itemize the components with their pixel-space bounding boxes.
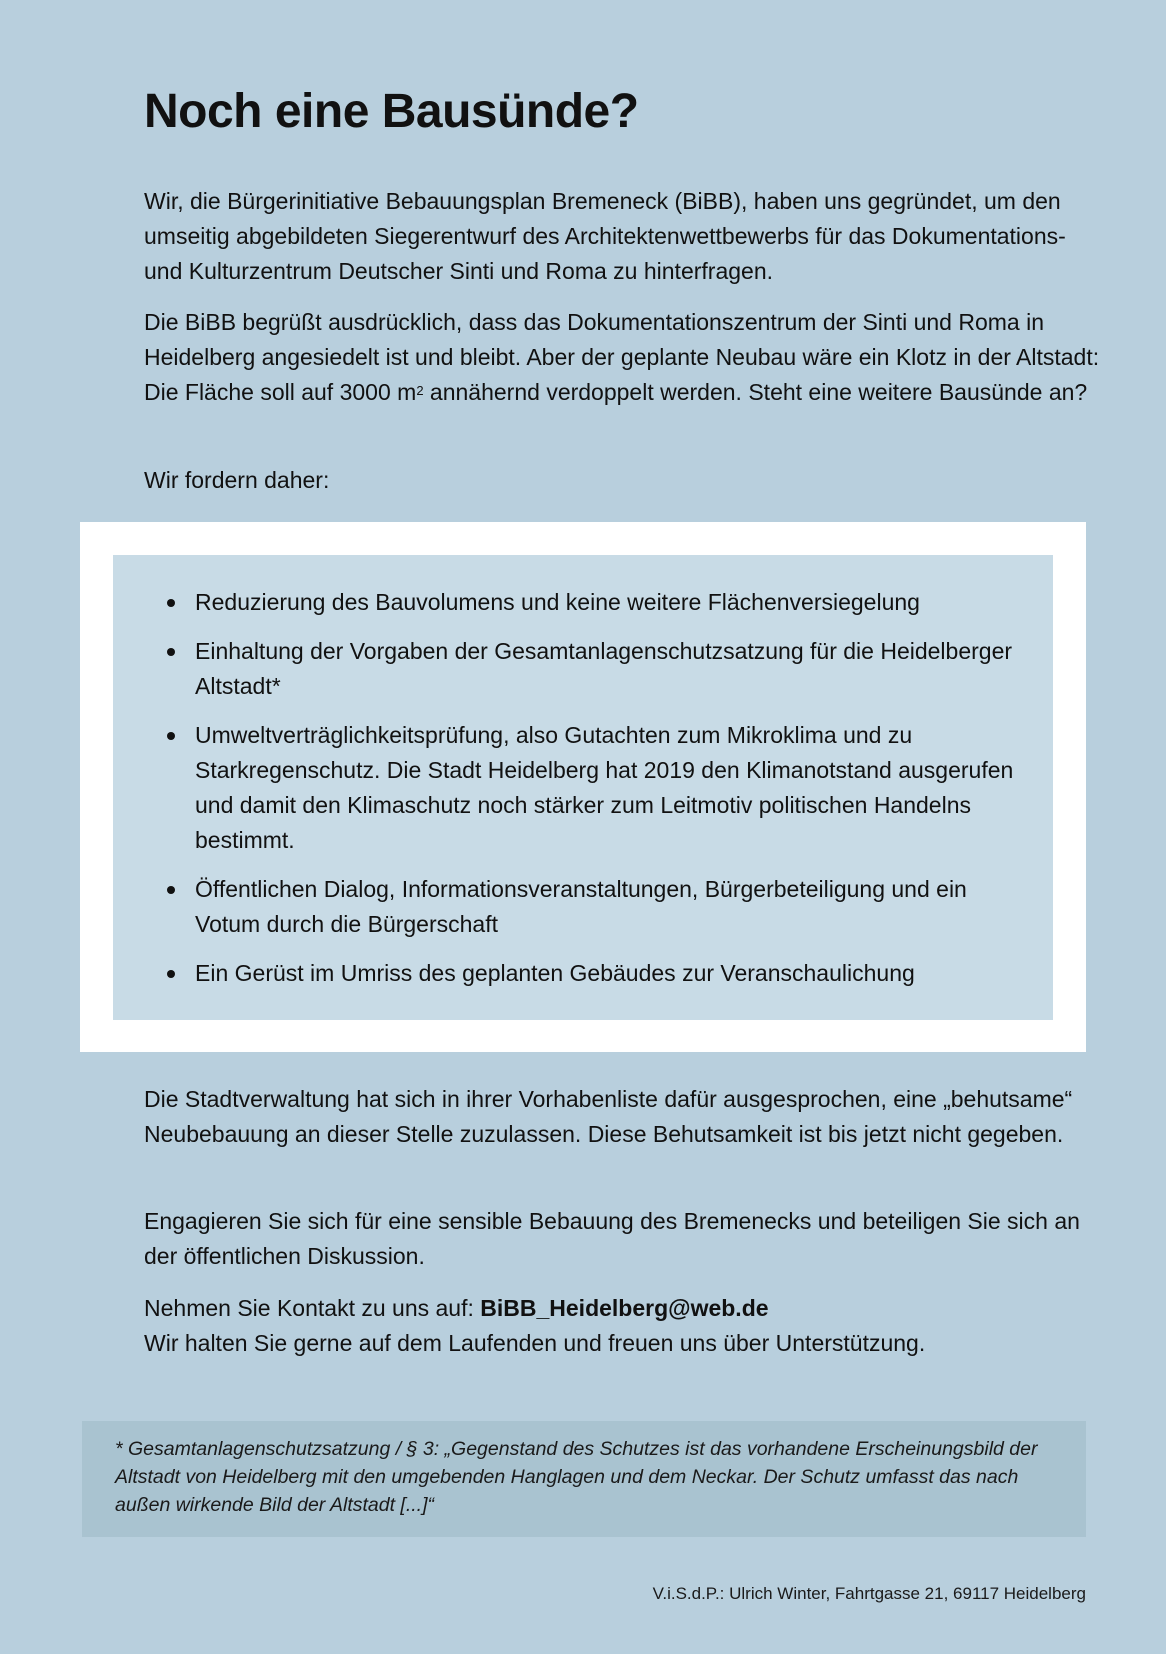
intro-paragraph-1: Wir, die Bürgerinitiative Bebauungsplan Bremeneck (BiBB), haben uns gegründet, um den umseitig abgebildeten Siegerentwurf des Architektenwettbewerbs für das Dokumentations- und Kulturzentrum Deutscher Sinti und Roma zu hinterfragen. [144,188,1066,284]
superscript: 2 [416,383,424,398]
list-item [163,956,1033,991]
contact-line-2: Wir halten Sie gerne auf dem Laufenden und freuen uns über Unterstützung. [144,1330,926,1356]
bullet-icon [167,886,175,894]
list-item [163,585,1033,620]
list-item-text: Reduzierung des Bauvolumens und keine weitere Flächenversiegelung [195,589,920,615]
list-item-text: Ein Gerüst im Umriss des geplanten Gebäudes zur Veranschaulichung [195,960,915,986]
contact-email-link[interactable]: BiBB_Heidelberg@web.de [480,1295,769,1321]
footnote-box [82,1421,1086,1537]
intro-paragraph-3: Wir fordern daher: [144,467,330,493]
intro-paragraph-2-text-end: annähernd verdoppelt werden. Steht eine weitere Bausünde an? [423,379,1088,405]
intro-paragraph-2 [144,305,1104,410]
contact-label: Nehmen Sie Kontakt zu uns auf: [144,1295,481,1321]
list-item [163,718,1033,858]
list-item [163,634,1033,704]
contact-paragraph [144,1291,1104,1361]
demands-box [113,555,1053,1020]
page-title: Noch eine Bausünde? [144,85,639,138]
bullet-icon [167,732,175,740]
bullet-icon [167,648,175,656]
demands-list [163,585,1033,1005]
bullet-icon [167,970,175,978]
list-item-text: Öffentlichen Dialog, Informationsveranstaltungen, Bürgerbeteiligung und ein Votum durch die Bürgerschaft [195,876,967,937]
bullet-icon [167,599,175,607]
list-item [163,872,1033,942]
intro-paragraph-2-text: Die BiBB begrüßt ausdrücklich, dass das Dokumentationszentrum der Sinti und Roma in Heidelberg angesiedelt ist und bleibt. Aber der geplante Neubau wäre ein Klotz in der Altstadt: Die Fläche soll auf 3000 m [144,309,1100,405]
demands-frame [80,522,1086,1052]
closing-paragraph-2: Engagieren Sie sich für eine sensible Bebauung des Bremenecks und beteiligen Sie sich an der öffentlichen Diskussion. [144,1208,1080,1269]
footnote-text: * Gesamtanlagenschutzsatzung / § 3: „Gegenstand des Schutzes ist das vorhandene Erscheinungsbild der Altstadt von Heidelberg mit den umgebenden Hanglagen und dem Neckar. Der Schutz umfasst das nach außen wirkende Bild der Altstadt [...]“ [115,1438,1038,1516]
list-item-text: Einhaltung der Vorgaben der Gesamtanlagenschutzsatzung für die Heidelberger Altstadt* [195,638,1013,699]
list-item-text: Umweltverträglichkeitsprüfung, also Gutachten zum Mikroklima und zu Starkregenschutz. Die Stadt Heidelberg hat 2019 den Klimanotstand ausgerufen und damit den Klimaschutz noch stärker zum Leitmotiv politischen Handelns bestimmt. [195,722,1014,853]
closing-paragraph-1: Die Stadtverwaltung hat sich in ihrer Vorhabenliste dafür ausgesprochen, eine „behutsame“ Neubebauung an dieser Stelle zuzulassen. Diese Behutsamkeit ist bis jetzt nicht gegeben. [144,1086,1073,1147]
imprint: V.i.S.d.P.: Ulrich Winter, Fahrtgasse 21, 69117 Heidelberg [652,1584,1086,1603]
